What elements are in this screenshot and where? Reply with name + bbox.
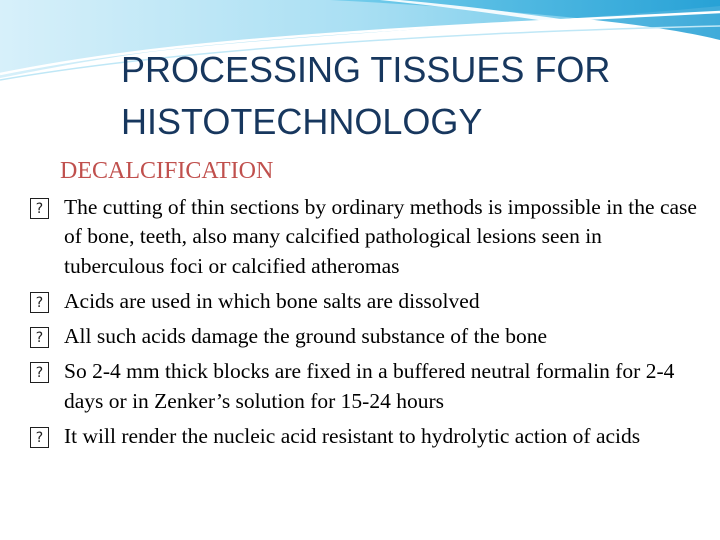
missing-glyph-icon (30, 327, 49, 348)
bullet-list (30, 193, 700, 457)
bullet-text: The cutting of thin sections by ordinary methods is impossible in the case of bone, teeth, also many calcified pathological lesions seen in tuberculous foci or calcified atheromas (64, 195, 697, 278)
bullet-item (30, 193, 700, 281)
slide-title-line-2: HISTOTECHNOLOGY (121, 101, 483, 142)
bullet-text: All such acids damage the ground substance of the bone (64, 324, 548, 349)
bullet-item (30, 322, 700, 351)
bullet-item (30, 422, 700, 451)
slide-title-line-1: PROCESSING TISSUES FOR (121, 49, 611, 90)
missing-glyph-icon (30, 198, 49, 219)
bullet-text: So 2-4 mm thick blocks are fixed in a buffered neutral formalin for 2-4 days or in Zenker’s solution for 15-24 hours (64, 359, 675, 413)
bullet-text: It will render the nucleic acid resistant to hydrolytic action of acids (64, 424, 641, 449)
bullet-text: Acids are used in which bone salts are dissolved (64, 288, 480, 313)
bullet-item (30, 357, 700, 416)
bullet-item (30, 287, 700, 316)
section-heading: DECALCIFICATION (60, 158, 274, 184)
missing-glyph-icon (30, 292, 49, 313)
missing-glyph-icon (30, 427, 49, 448)
missing-glyph-icon (30, 362, 49, 383)
slide-title (121, 44, 701, 148)
